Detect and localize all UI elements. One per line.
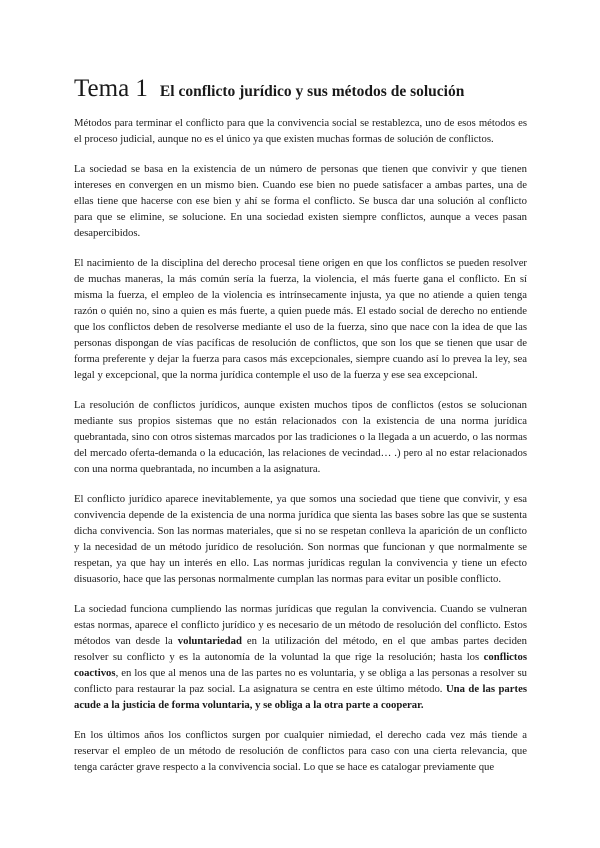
p6-text-e: , en los que al menos una de las partes no es voluntaria, y se obliga a las personas a resolver su conflicto para restaurar la paz social. La asignatura se centra en este último método. xyxy=(74,667,527,695)
p6-bold-conflictos-coactivos: conflictos coactivos xyxy=(74,651,527,679)
title-main: El conflicto jurídico y sus métodos de solución xyxy=(159,83,465,100)
paragraph-7: En los últimos años los conflictos surgen por cualquier nimiedad, el derecho cada vez más tiende a reservar el empleo de un método de resolución de conflictos para caso con una cierta relevancia, que tenga carácter grave respecto a la convivencia social. Lo que se hace es catalogar previamente que xyxy=(74,729,527,773)
title-prefix: Tema 1 xyxy=(74,75,148,102)
p6-text-c: en la utilización del método, en el que ambas partes deciden resolver su conflicto y es la autonomía de la voluntad la que rige la resolución; hasta los xyxy=(74,635,527,663)
paragraph-2: La sociedad se basa en la existencia de un número de personas que tienen que convivir y que tienen intereses en convergen en un mismo bien. Cuando ese bien no puede satisfacer a ambas partes, una de ellas tiene que hacerse con ese bien y ahí se forma el conflicto. Se busca dar una solución al conflicto para que se elimine, se solucione. En una sociedad existen siempre conflictos, aunque a veces pasan desapercibidos. xyxy=(74,163,527,239)
paragraph-1: Métodos para terminar el conflicto para que la convivencia social se restablezca, uno de esos métodos es el proceso judicial, aunque no es el único ya que existen muchas formas de solución de conflictos. xyxy=(74,117,527,145)
paragraph-6 xyxy=(74,601,527,713)
p6-bold-voluntariedad: voluntariedad xyxy=(177,635,242,647)
page-title xyxy=(74,72,527,105)
p6-text-a: La sociedad funciona cumpliendo las normas jurídicas que regulan la convivencia. Cuando se vulneran estas normas, aparece el conflicto jurídico y es necesario de un método de resolución del conflicto. Estos métodos van desde la xyxy=(74,603,527,647)
p6-bold-conclusion: Una de las partes acude a la justicia de forma voluntaria, y se obliga a la otra parte a cooperar. xyxy=(74,683,527,711)
paragraph-3: El nacimiento de la disciplina del derecho procesal tiene origen en que los conflictos se pueden resolver de muchas maneras, la más común sería la fuerza, la violencia, el más fuerte gana el conflicto. En sí misma la fuerza, el empleo de la violencia es intrínsecamente injusta, ya que no atiende a quien tenga razón o quién no, sino a quien es más fuerte, a quien puede más. El estado social de derecho no entiende que los conflictos deben de resolverse mediante el uso de la fuerza, sino que nace con la idea de que las personas dispongan de vías pacíficas de resolución de conflictos, que son los que se tienen que usar de forma preferente y dejar la fuerza para casos más excepcionales, siempre cuando así lo prevea la ley, sea legal y excepcional, que la norma jurídica contemple el uso de la fuerza y ese sea excepcional. xyxy=(74,257,527,381)
paragraph-4: La resolución de conflictos jurídicos, aunque existen muchos tipos de conflictos (estos se solucionan mediante sus propios sistemas que no están relacionados con la existencia de una norma jurídica quebrantada, sino con otros sistemas marcados por las tradiciones o la llegada a un acuerdo, o las normas del mercado oferta-demanda o la educación, las relaciones de vecindad… .) pero al no estar relacionados con una norma quebrantada, no incumben a la asignatura. xyxy=(74,399,527,475)
paragraph-5: El conflicto jurídico aparece inevitablemente, ya que somos una sociedad que tiene que convivir, y esa convivencia depende de la existencia de una norma jurídica que sienta las bases sobre las que se sustenta dicha convivencia. Son las normas materiales, que si no se respetan conlleva la aparición de un conflicto y la necesidad de un método jurídico de resolución. Son normas que funcionan y que normalmente se respetan, ya que hay un interés en ello. Las normas jurídicas regulan la convivencia y tiene un efecto disuasorio, hace que las personas normalmente cumplan las normas para evitar un posible conflicto. xyxy=(74,493,527,585)
